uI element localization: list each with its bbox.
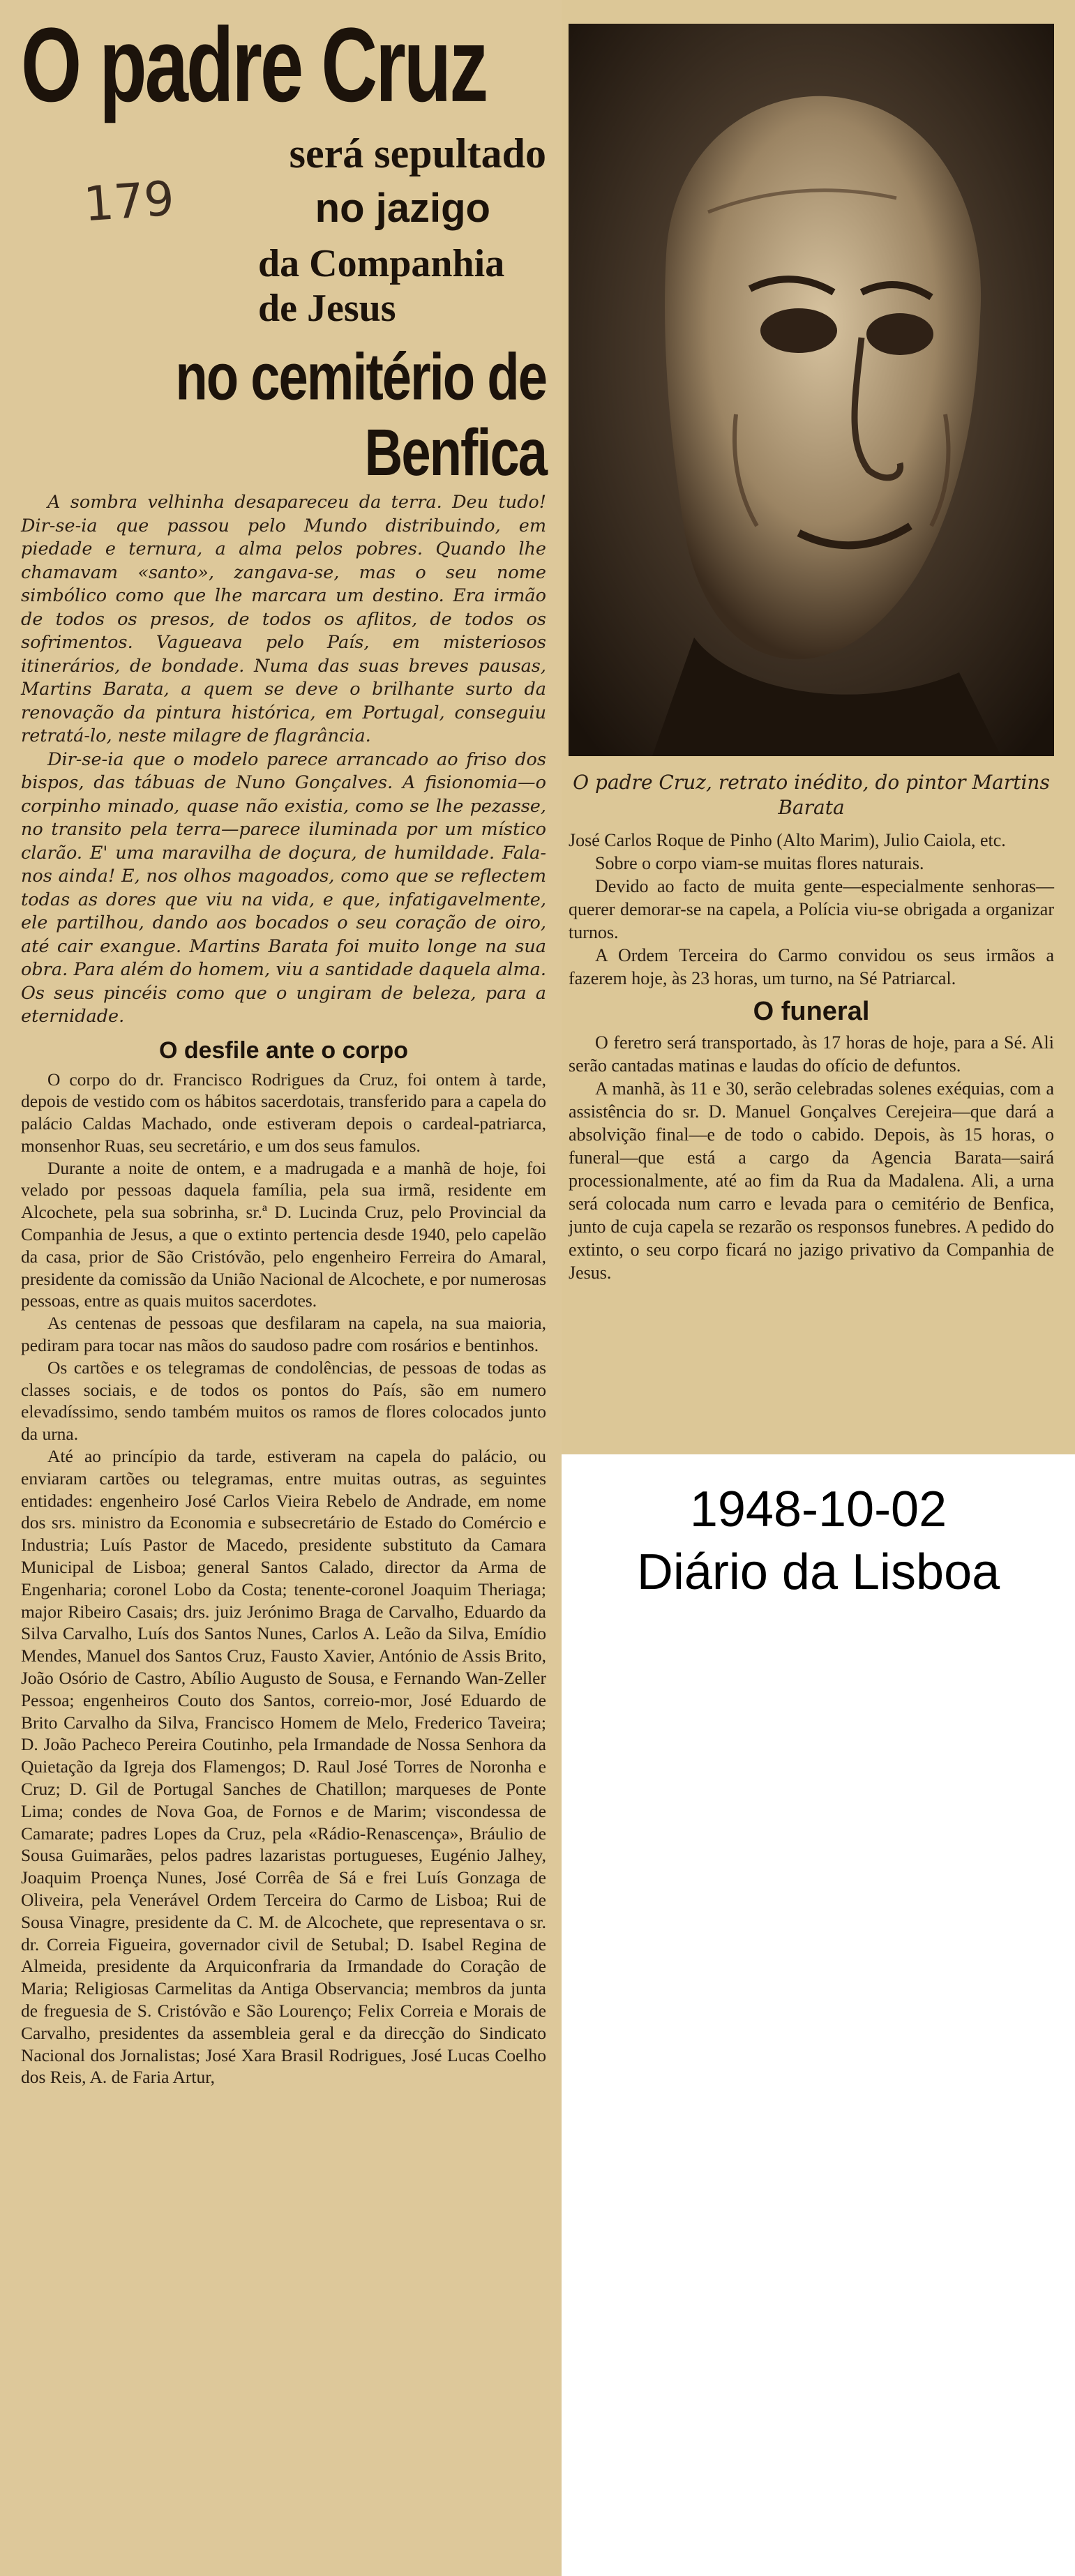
right-continuation-text: [569, 829, 1054, 990]
section-funeral-body: [569, 1031, 1054, 1284]
section-desfile-body: [21, 1069, 546, 2089]
handwritten-number: 179: [82, 171, 176, 233]
body-paragraph: Devido ao facto de muita gente—especialmente senhoras—querer demorar-se na capela, a Polícia viu-se obrigada a organizar turnos.: [569, 876, 1054, 942]
body-paragraph: Sobre o corpo viam-se muitas flores naturais.: [595, 853, 924, 873]
body-paragraph: O feretro será transportado, às 17 horas de hoje, para a Sé. Ali serão cantadas matinas e laudas do ofício de defuntos.: [569, 1032, 1054, 1076]
subheadline-line-1: será sepultado: [289, 130, 546, 176]
body-paragraph: O corpo do dr. Francisco Rodrigues da Cruz, foi ontem à tarde, depois de vestido com os hábitos sacerdotais, transferido para a capela do palácio Caldas Machado, onde estiveram depois o cardeal-patriarca, monsenhor Ruas, seu secretário, e um dos seus famulos.: [21, 1069, 546, 1156]
subheadline-line-4: no cemitério de Benfica: [175, 340, 546, 490]
intro-text: [21, 491, 546, 1029]
section-title-funeral: O funeral: [753, 997, 870, 1026]
annotation-date: 1948-10-02: [689, 1482, 947, 1537]
annotation-newspaper: Diário da Lisboa: [636, 1544, 1000, 1600]
section-title-desfile: O desfile ante o corpo: [158, 1037, 409, 1064]
body-paragraph: José Carlos Roque de Pinho (Alto Marim), Julio Caiola, etc.: [569, 830, 1006, 850]
body-paragraph: Até ao princípio da tarde, estiveram na capela do palácio, ou enviaram cartões ou telegramas, entre muitas outras, as seguintes entidades: engenheiro José Carlos Vieira Rebelo de Andrade, em nome dos srs. ministro da Economia e subsecretário de Estado do Comércio e Industria; Luís Pastor de Macedo, presidente substituto da Camara Municipal de Lisboa; general Santos Calado, director da Arma de Engenharia; coronel Lobo da Costa; tenente-coronel Joaquim Theriaga; major Ribeiro Casais; drs. juiz Jerónimo Braga de Carvalho, Eduardo da Silva Carvalho, Luís dos Santos Nunes, Carlos A. Leão da Silva, Emídio Mendes, Manuel dos Santos Cruz, Fausto Xavier, António de Assis Brito, João Osório de Castro, Abílio Augusto de Sousa, e Fernando Wan-Zeller Pessoa; engenheiros Couto dos Santos, correio-mor, José Eduardo de Brito Carvalho da Silva, Francisco Homem de Melo, Frederico Taveira; D. João Pacheco Pereira Coutinho, pela Irmandade de Nossa Senhora da Quietação da Igreja dos Flamengos; D. Raul José Torres de Noronha e Cruz; D. Gil de Portugal Sanches de Chatillon; marqueses de Ponte Lima; condes de Nova Goa, de Fornos e de Marim; viscondessa de Camarate; padres Lopes da Cruz, pela «Rádio-Renascença», Bráulio de Sousa Guimarães, pelos padres lazaristas portugueses, Eugénio Jalhey, Joaquim Proença Nunes, José Corrêa de Sá e frei Luís Gonzaga de Oliveira, pela Venerável Ordem Terceira do Carmo de Lisboa; Rui de Sousa Vinagre, presidente da C. M. de Alcochete, que representava o sr. dr. Correia Figueira, governador civil de Setubal; D. Isabel Regina de Almeida, presidente da Arquiconfraria da Irmandade do Coração de Maria; Religiosas Carmelitas da Antiga Observancia; membros da junta de freguesia de S. Cristóvão e São Lourenço; Felix Correia e Morais de Carvalho, presidentes da assembleia geral e da direcção do Sindicato Nacional dos Jornalistas; José Xara Brasil Rodrigues, José Lucas Coelho dos Reis, A. de Faria Artur,: [21, 1446, 546, 2088]
body-paragraph: Durante a noite de ontem, e a madrugada e a manhã de hoje, foi velado por pessoas daquela família, pela sua irmã, residente em Alcochete, pela sua sobrinha, sr.ª D. Lucinda Cruz, pelo Provincial da Companhia de Jesus, a que o extinto pertencia desde 1940, pelo capelão da casa, prior de São Cristóvão, pelo engenheiro Ferreira do Amaral, presidente da comissão da União Nacional de Alcochete, e por numerosas pessoas, entre as quais muitos sacerdotes.: [21, 1157, 546, 1311]
intro-paragraph: A sombra velhinha desapareceu da terra. Deu tudo! Dir-se-ia que passou pelo Mundo distribuindo, em piedade e ternura, a alma pelos pobres. Quando lhe chamavam «santo», zangava-se, mas o seu nome simbólico como que lhe marcara um destino. Era irmão de todos os presos, de todos os aflitos, de todos os sofrimentos. Vagueava pelo País, em misteriosos itinerários, de bondade. Numa das suas breves pausas, Martins Barata, a quem se deve o brilhante surto da renovação da pintura histórica, em Portugal, conseguiu retratá-lo, neste milagre de flagrância.: [21, 492, 546, 746]
body-paragraph: A Ordem Terceira do Carmo convidou os seus irmãos a fazerem hoje, às 23 horas, um turno, na Sé Patriarcal.: [569, 945, 1054, 988]
right-column-clipping: [562, 0, 1075, 1454]
intro-paragraph: Dir-se-ia que o modelo parece arrancado ao friso dos bispos, das tábuas de Nuno Gonçalves. A fisionomia—o corpinho minado, quase não existia, como se lhe pezasse, no transito pela terra—parece iluminada por um místico clarão. E' uma maravilha de doçura, de humildade. Fala-nos ainda! E, nos olhos magoados, como que se reflectem todas as dores que viu na vida, e que, infatigavelmente, ele partilhou, dando aos bocados o seu coração de oiro, até cair exangue. Martins Barata foi muito longe na sua obra. Para além do homem, viu a santidade daquela alma. Os seus pincéis como que o ungiram de beleza, para a eternidade.: [21, 748, 546, 1027]
annotation-caption: [562, 1454, 1075, 2576]
subheadline-line-2: no jazigo: [315, 186, 490, 231]
body-paragraph: Os cartões e os telegramas de condolências, de pessoas de todas as classes sociais, e de todos os pontos do País, são em numero elevadíssimo, sendo também muitos os ramos de flores colocados junto da urna.: [21, 1357, 546, 1445]
body-paragraph: As centenas de pessoas que desfilaram na capela, na sua maioria, pediram para tocar nas mãos do saudoso padre com rosários e bentinhos.: [21, 1313, 546, 1356]
photo-caption: O padre Cruz, retrato inédito, do pintor Martins Barata: [573, 771, 1050, 819]
headline: O padre Cruz: [21, 6, 487, 124]
body-paragraph: A manhã, às 11 e 30, serão celebradas solenes exéquias, com a assistência do sr. D. Manuel Gonçalves Cerejeira—que dará a absolvição final—e de todo o cabido. Depois, às 15 horas, o funeral—que está a cargo da Agencia Barata—sairá processionalmente, até ao fim da Rua da Madalena. Ali, a urna será colocada num carro e levada para o cemitério de Benfica, junto de cuja capela se rezarão os responsos funebres. A pedido do extinto, o seu corpo ficará no jazigo privativo da Companhia de Jesus.: [569, 1078, 1054, 1283]
portrait-photo: [569, 24, 1054, 756]
subheadline-line-3: da Companhia de Jesus: [258, 242, 505, 330]
